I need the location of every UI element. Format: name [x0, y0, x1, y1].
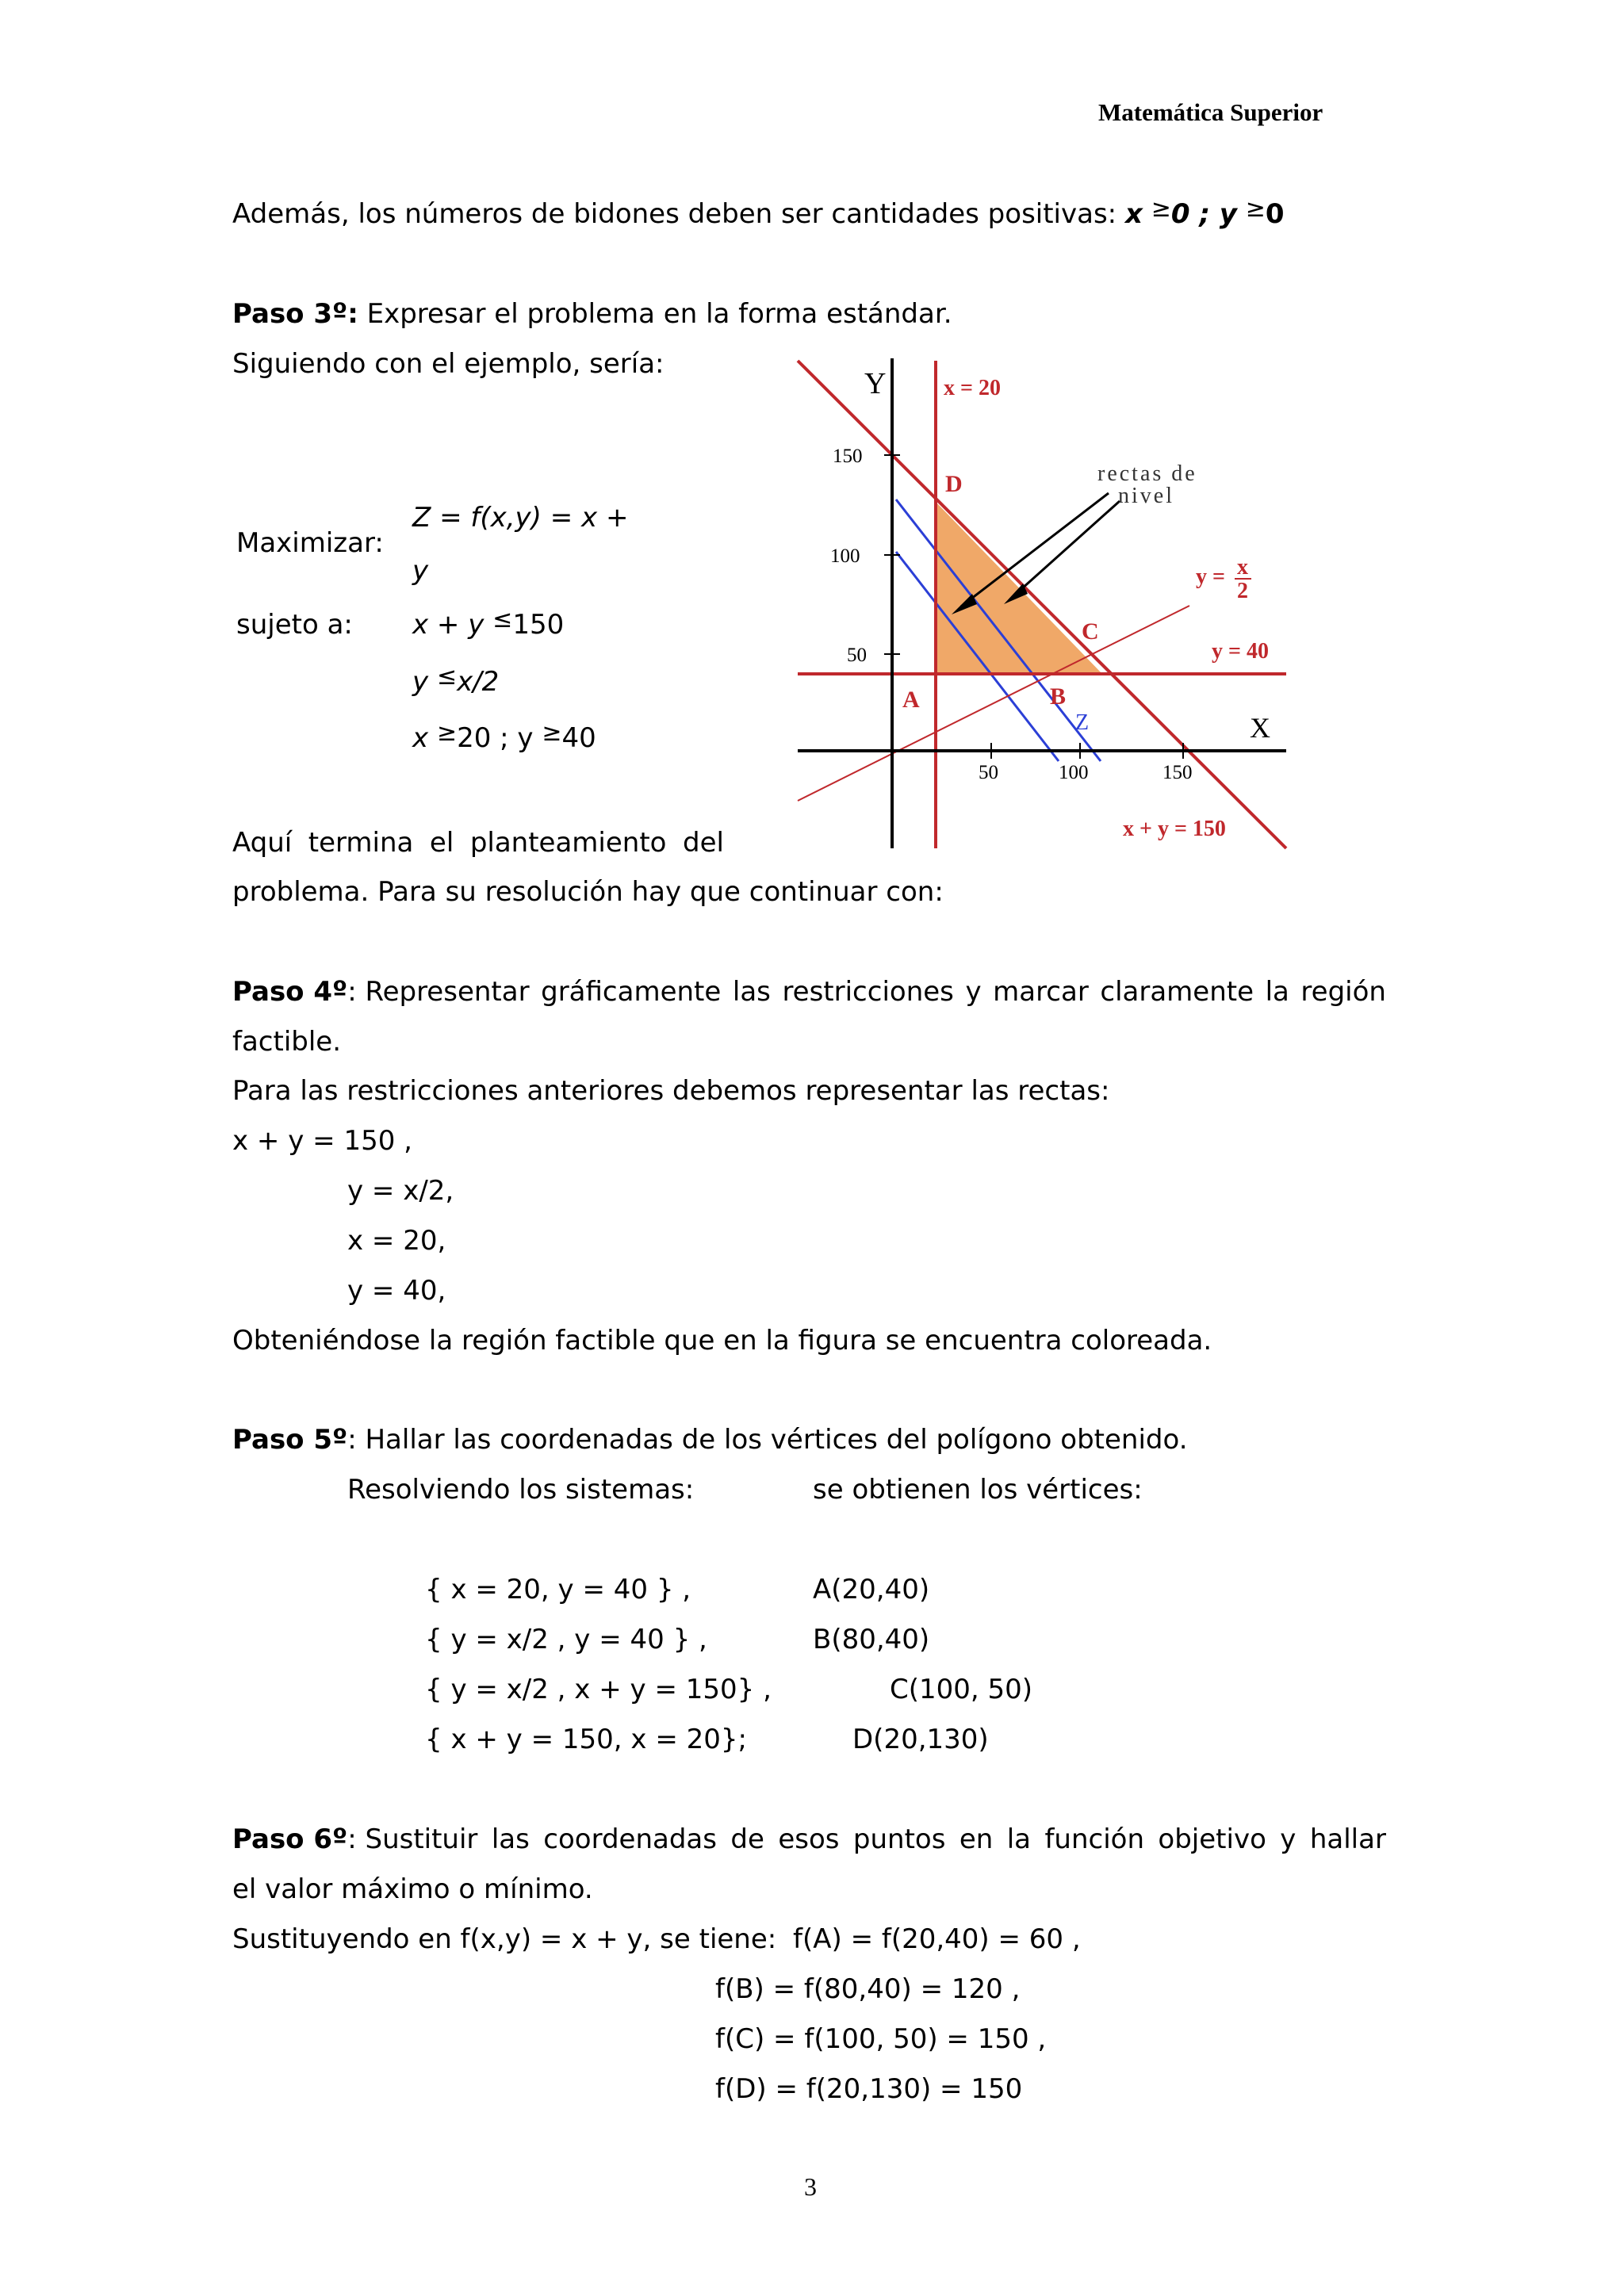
- word: y: [965, 976, 982, 1008]
- objective-line-2: y: [412, 555, 429, 587]
- point-c-label: C: [1082, 618, 1099, 645]
- paso4-result: Obteniéndose la región factible que en la figura se encuentra coloreada.: [232, 1325, 1212, 1357]
- y-tick-label-150: 150: [833, 446, 863, 467]
- level-label-1: rectas de: [1097, 461, 1197, 486]
- word: gráficamente: [541, 976, 722, 1008]
- word: y: [1280, 1823, 1297, 1855]
- word: Aquí: [232, 827, 293, 859]
- y-axis-label: Y: [864, 367, 887, 400]
- intro-line: [232, 195, 1285, 230]
- constraint-2-right: x/2: [457, 666, 500, 698]
- constraint-3: [412, 719, 596, 754]
- word: del: [683, 827, 724, 859]
- word: de: [730, 1823, 764, 1855]
- y-tick-label-50: 50: [847, 645, 867, 666]
- word: el: [429, 827, 454, 859]
- paso4-line-sum: x + y = 150 ,: [232, 1125, 412, 1157]
- constraint-2-left: y: [412, 666, 429, 698]
- maximize-label: Maximizar:: [236, 527, 384, 559]
- vertex-d: D(20,130): [852, 1724, 989, 1755]
- level-arrow-1: [961, 493, 1109, 607]
- le-symbol: ≤: [492, 606, 513, 633]
- paso5-text: : Hallar las coordenadas de los vértices del polígono obtenido.: [347, 1424, 1188, 1456]
- evaluation-b: f(B) = f(80,40) = 120 ,: [715, 1973, 1021, 2005]
- intro-ge-symbol-2: ≥: [1245, 195, 1266, 223]
- word: la: [1265, 976, 1289, 1008]
- paso4-label: Paso 4º: [232, 976, 348, 1008]
- paso4-line-yx2: y = x/2,: [347, 1175, 454, 1207]
- paso5-heading: [232, 1424, 1188, 1456]
- constraint-2: [412, 663, 500, 698]
- word: marcar: [993, 976, 1089, 1008]
- paso3-example: Siguiendo con el ejemplo, sería:: [232, 348, 665, 380]
- paso4-line-3: Para las restricciones anteriores debemos representar las rectas:: [232, 1075, 1110, 1107]
- point-a-label: A: [902, 687, 920, 713]
- label-yx2-den: 2: [1237, 579, 1248, 603]
- constraint-3-x: x: [412, 722, 429, 754]
- label-y40: y = 40: [1212, 639, 1269, 664]
- word: : Sustituir: [347, 1823, 478, 1855]
- word: esos: [778, 1823, 840, 1855]
- paso3-heading: [232, 298, 952, 330]
- le-symbol-2: ≤: [436, 663, 458, 691]
- label-sum: x + y = 150: [1123, 817, 1226, 841]
- vertex-a: A(20,40): [813, 1574, 930, 1605]
- word: en: [959, 1823, 994, 1855]
- intro-x: x: [1124, 198, 1143, 230]
- paso4-line-x20: x = 20,: [347, 1225, 446, 1257]
- paso6-lead: Sustituyendo en f(x,y) = x + y, se tiene:: [232, 1923, 777, 1955]
- paso3-text: Expresar el problema en la forma estándar.: [366, 298, 952, 330]
- paso4-line-y40: y = 40,: [347, 1275, 446, 1307]
- feasible-region-figure: [785, 349, 1293, 856]
- word: las: [491, 1823, 530, 1855]
- x-tick-label-150: 150: [1162, 762, 1193, 783]
- word: planteamiento: [469, 827, 667, 859]
- page-number: 3: [804, 2172, 817, 2201]
- label-yx2-num: x: [1237, 555, 1248, 580]
- intro-zero: 0: [1265, 198, 1285, 230]
- word: claramente: [1100, 976, 1254, 1008]
- word: región: [1300, 976, 1386, 1008]
- ge-symbol: ≥: [436, 719, 458, 747]
- intro-text: Además, los números de bidones deben ser cantidades positivas:: [232, 198, 1117, 230]
- level-label-2: nivel: [1118, 484, 1174, 508]
- paso6-label: Paso 6º: [232, 1823, 348, 1855]
- word: la: [1006, 1823, 1032, 1855]
- word: hallar: [1309, 1823, 1386, 1855]
- evaluation-a: f(A) = f(20,40) = 60 ,: [793, 1923, 1081, 1955]
- objective-line-1: Z = f(x,y) = x +: [412, 502, 629, 534]
- paso5-label: Paso 5º: [232, 1424, 348, 1456]
- word: restricciones: [782, 976, 954, 1008]
- word: : Representar: [347, 976, 530, 1008]
- system-2: { y = x/2 , y = 40 } ,: [425, 1624, 707, 1655]
- conclusion-line-1: [232, 827, 724, 859]
- running-header: Matemática Superior: [1098, 98, 1323, 126]
- ge-symbol-2: ≥: [542, 719, 562, 747]
- system-3: { y = x/2 , x + y = 150} ,: [425, 1674, 772, 1705]
- constraint-3-mid: 20 ; y: [457, 722, 534, 754]
- vertex-b: B(80,40): [813, 1624, 930, 1655]
- system-1: { x = 20, y = 40 } ,: [425, 1574, 691, 1605]
- word: termina: [308, 827, 414, 859]
- paso6-line-2: el valor máximo o mínimo.: [232, 1873, 593, 1905]
- point-b-label: B: [1050, 683, 1067, 710]
- system-4: { x + y = 150, x = 20};: [425, 1724, 747, 1755]
- x-tick-label-50: 50: [979, 762, 998, 783]
- constraint-1: [412, 606, 565, 641]
- point-d-label: D: [945, 471, 963, 497]
- label-yx2-prefix: y =: [1196, 564, 1225, 589]
- conclusion-line-2: problema. Para su resolución hay que continuar con:: [232, 876, 944, 908]
- paso4-line-2: factible.: [232, 1026, 342, 1058]
- vertex-c: C(100, 50): [890, 1674, 1033, 1705]
- y-tick-label-100: 100: [830, 545, 860, 567]
- subject-label: sujeto a:: [236, 609, 353, 641]
- paso3-label: Paso 3º:: [232, 298, 358, 330]
- word: las: [732, 976, 771, 1008]
- evaluation-d: f(D) = f(20,130) = 150: [715, 2073, 1023, 2105]
- x-tick-label-100: 100: [1059, 762, 1089, 783]
- paso5-col2-header: se obtienen los vértices:: [813, 1474, 1143, 1506]
- evaluation-c: f(C) = f(100, 50) = 150 ,: [715, 2023, 1047, 2055]
- z-label: Z: [1075, 710, 1090, 735]
- intro-ge-symbol: ≥: [1151, 195, 1171, 223]
- label-x20: x = 20: [944, 376, 1001, 400]
- word: puntos: [852, 1823, 946, 1855]
- word: coordenadas: [543, 1823, 717, 1855]
- constraint-1-right: 150: [512, 609, 565, 641]
- constraint-line-sum: [798, 361, 1286, 848]
- constraint-1-left: x + y: [412, 609, 485, 641]
- word: función: [1044, 1823, 1144, 1855]
- word: objetivo: [1158, 1823, 1266, 1855]
- paso5-col1-header: Resolviendo los sistemas:: [347, 1474, 695, 1506]
- paso4-line-1: [232, 976, 1386, 1008]
- intro-zero-y: 0 ; y: [1170, 198, 1237, 230]
- x-axis-label: X: [1250, 712, 1270, 744]
- level-arrow-2: [1013, 501, 1120, 596]
- paso6-line-1: [232, 1823, 1386, 1855]
- constraint-3-right: 40: [561, 722, 596, 754]
